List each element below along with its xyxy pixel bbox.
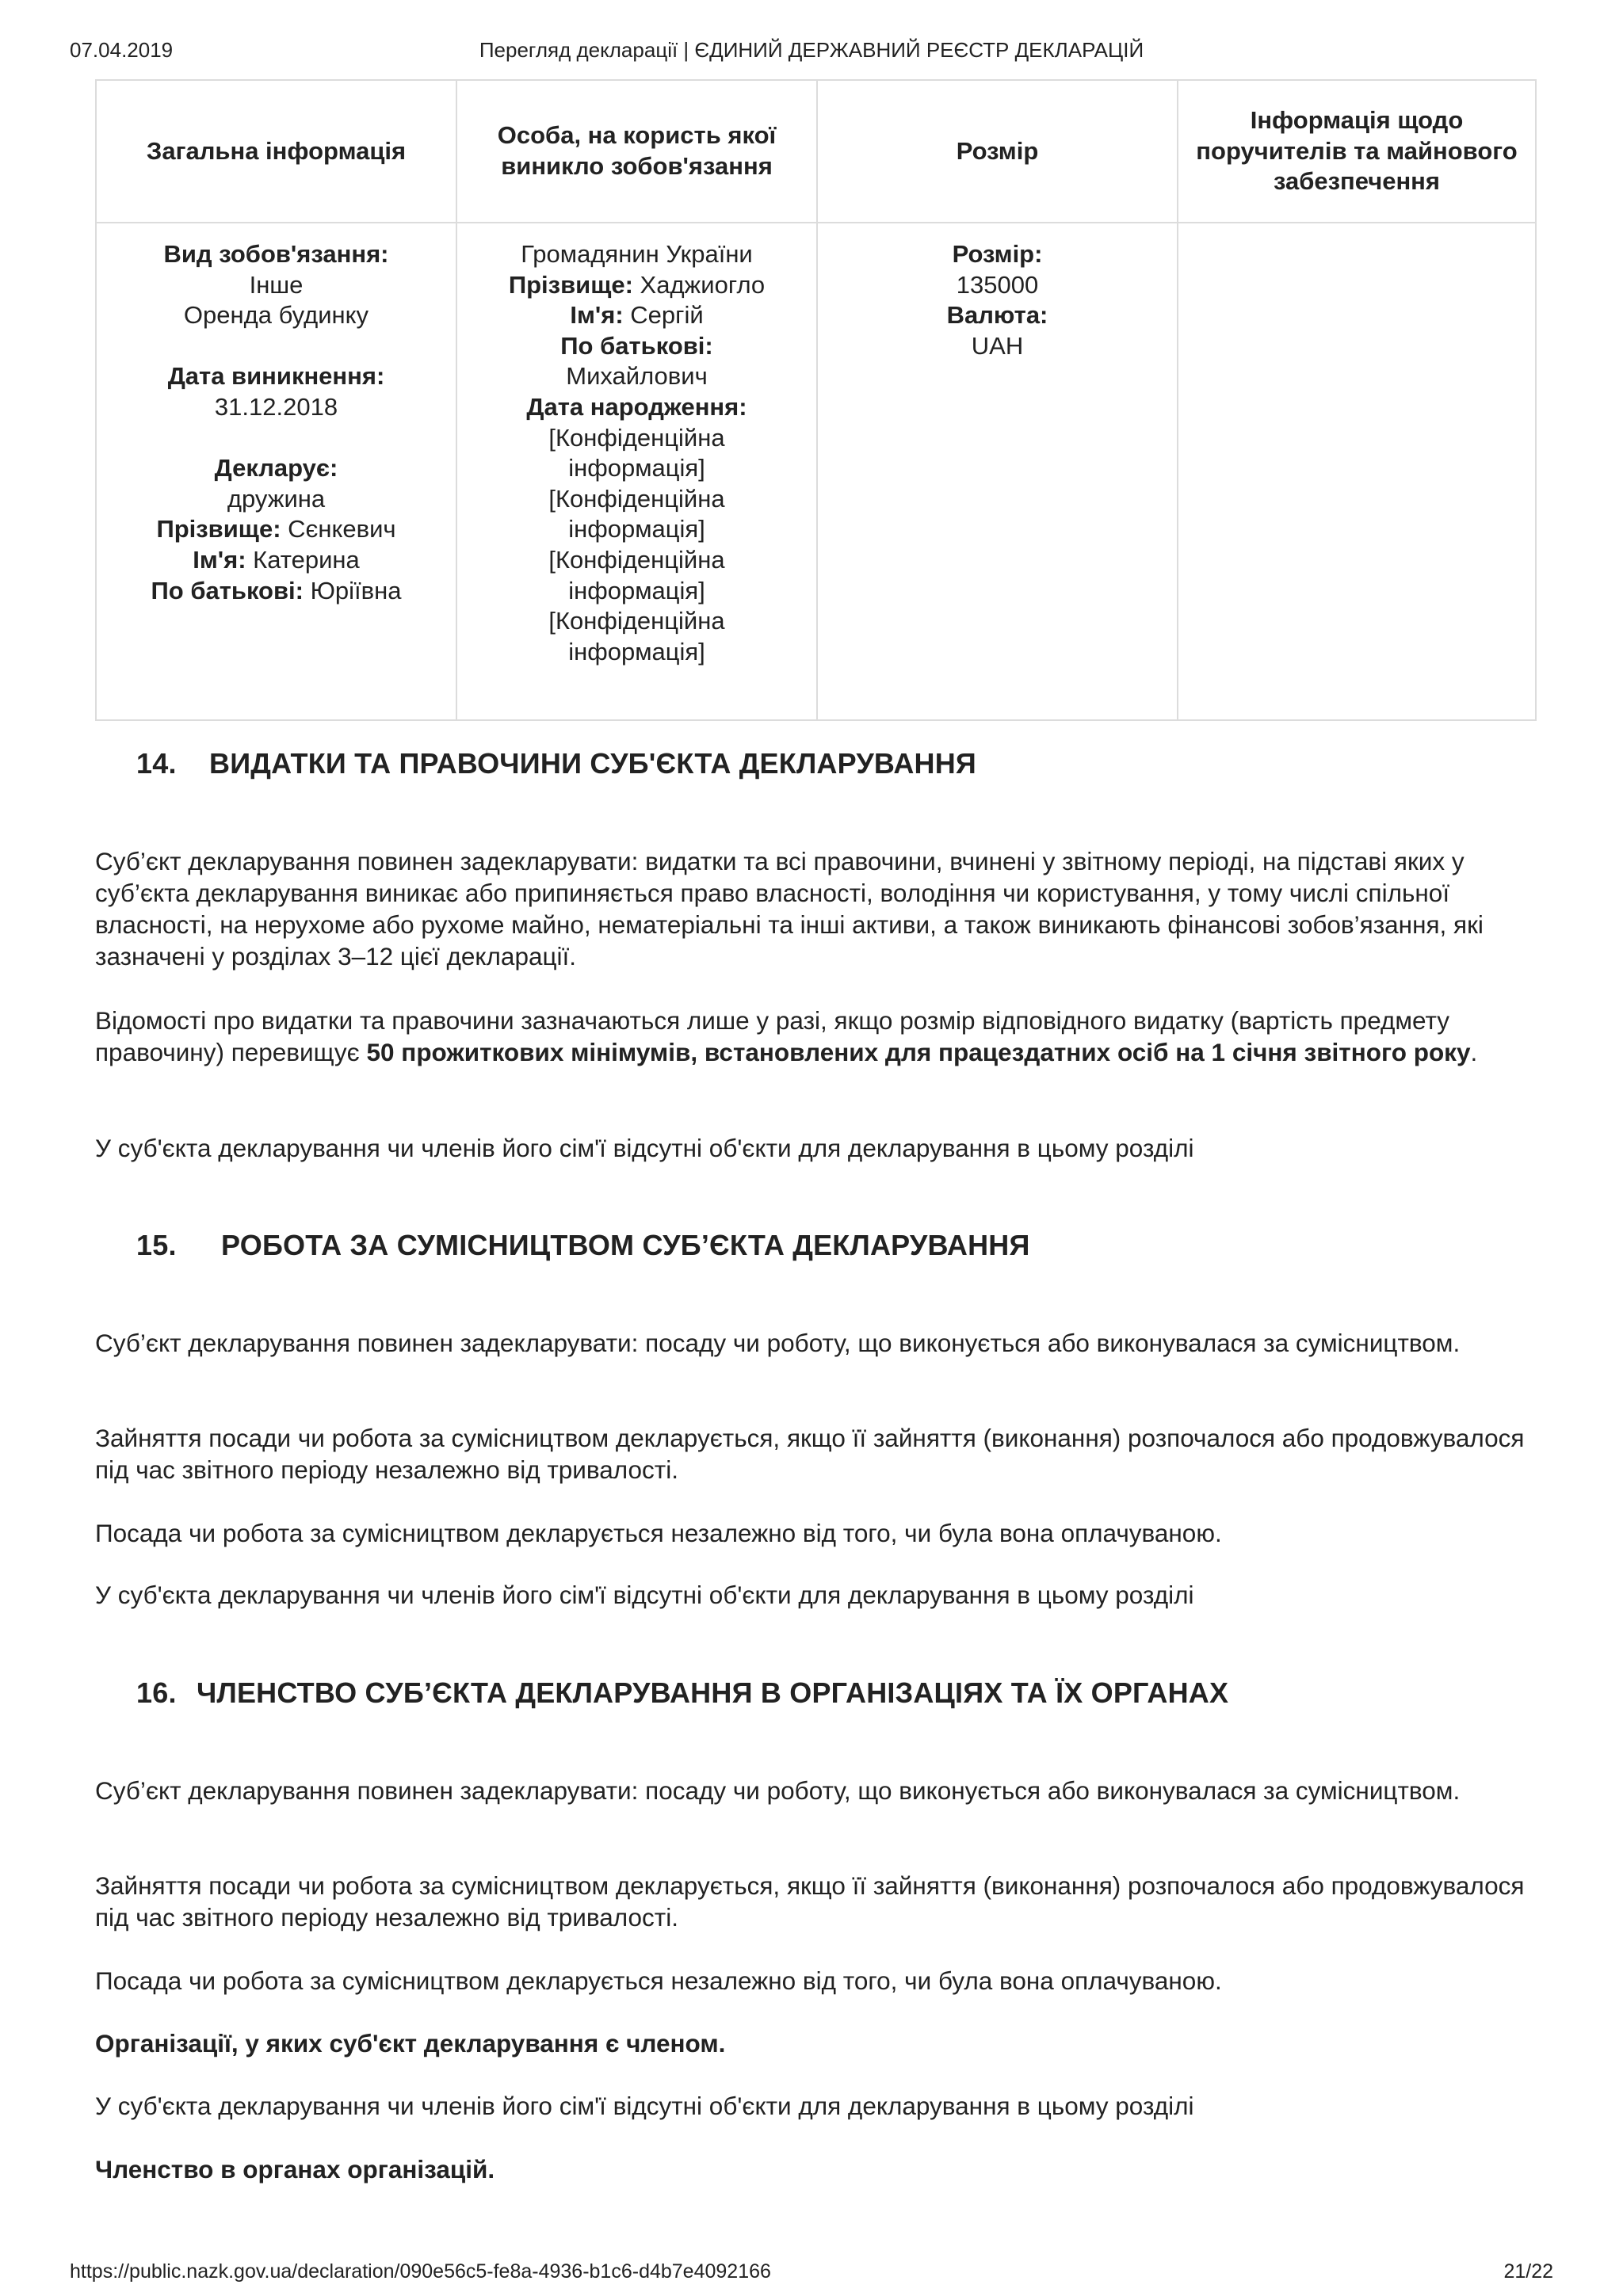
confidential-line: інформація] <box>568 454 705 482</box>
type-value: Інше <box>249 270 304 299</box>
size-value: 135000 <box>956 270 1039 299</box>
confidential-line: інформація] <box>568 515 705 543</box>
confidential-line: [Конфіденційна <box>548 423 725 452</box>
column-header-size: Розмір <box>817 80 1178 223</box>
cell-general <box>96 223 456 720</box>
section-15-para-4: У суб'єкта декларування чи членів його сім'ї відсутні об'єкти для декларування в цьому розділі <box>95 1581 1194 1609</box>
currency-label: Валюта: <box>946 301 1048 330</box>
section-14-number: 14. <box>136 747 177 780</box>
type-detail: Оренда будинку <box>183 301 369 330</box>
cell-creditor <box>456 223 817 720</box>
creditor-name-label: Ім'я: <box>570 301 624 330</box>
surname-value: Сєнкевич <box>288 515 396 543</box>
section-15-para-3: Посада чи робота за сумісництвом декларується незалежно від того, чи була вона оплачуваною. <box>95 1519 1222 1547</box>
size-label: Розмір: <box>952 240 1043 268</box>
creditor-surname <box>468 270 805 301</box>
name-value: Катерина <box>253 545 360 574</box>
section-16-para-2: Зайняття посади чи робота за сумісництвом декларується, якщо її зайняття (виконання) розпочалося або продовжувалося під час звітного періоду незалежно від тривалості. <box>95 1871 1525 1932</box>
patronymic-label: По батькові: <box>151 576 304 605</box>
confidential-line: [Конфіденційна <box>548 484 725 513</box>
creditor-citizenship: Громадянин України <box>521 240 753 268</box>
section-14-title <box>136 747 976 780</box>
column-header-guarantors: Інформація щодо поручителів та майнового забезпечення <box>1178 80 1536 223</box>
section-16-title <box>136 1676 1228 1710</box>
column-header-creditor: Особа, на користь якої виникло зобов'язання <box>456 80 817 223</box>
section-14-para-1: Суб’єкт декларування повинен задекларувати: видатки та всі правочини, вчинені у звітному періоді, на підставі яких у суб’єкта декларування виникає або припиняється право власності, володіння чи користування, у тому числі спільної власності, на нерухоме або рухоме майно, нематеріальні та інші активи, а також виникають фінансові зобов’язання, які зазначені у розділах 3–12 цієї декларації. <box>95 847 1484 971</box>
table-row <box>96 223 1536 720</box>
confidential-line: [Конфіденційна <box>548 607 725 635</box>
section-15-heading: РОБОТА ЗА СУМІСНИЦТВОМ СУБ’ЄКТА ДЕКЛАРУВАННЯ <box>221 1229 1030 1261</box>
section-14-threshold: 50 прожиткових мінімумів, встановлених для працездатних осіб на 1 січня звітного року <box>366 1038 1471 1066</box>
section-15-para-2: Зайняття посади чи робота за сумісництвом декларується, якщо її зайняття (виконання) розпочалося або продовжувалося під час звітного періоду незалежно від тривалості. <box>95 1424 1525 1484</box>
declarant-surname <box>108 514 445 545</box>
page-number: 21/22 <box>1503 2260 1553 2283</box>
declares-label: Декларує: <box>214 454 338 482</box>
liabilities-table <box>95 79 1537 721</box>
section-14-para-3: У суб'єкта декларування чи членів його сім'ї відсутні об'єкти для декларування в цьому розділі <box>95 1134 1194 1162</box>
section-16-para-4: У суб'єкта декларування чи членів його сім'ї відсутні об'єкти для декларування в цьому розділі <box>95 2092 1194 2120</box>
confidential-line: [Конфіденційна <box>548 545 725 574</box>
cell-size <box>817 223 1178 720</box>
section-16-para-1: Суб’єкт декларування повинен задекларувати: посаду чи роботу, що виконується або виконувалася за сумісництвом. <box>95 1776 1461 1805</box>
creditor-surname-label: Прізвище: <box>508 270 633 299</box>
section-14-heading: ВИДАТКИ ТА ПРАВОЧИНИ СУБ'ЄКТА ДЕКЛАРУВАННЯ <box>209 747 977 780</box>
date-value: 31.12.2018 <box>214 392 338 421</box>
surname-label: Прізвище: <box>156 515 281 543</box>
section-15-number: 15. <box>136 1229 177 1261</box>
print-date: 07.04.2019 <box>70 38 174 62</box>
section-16-orgs-heading: Організації, у яких суб'єкт декларування є членом. <box>95 2029 726 2058</box>
currency-value: UAH <box>971 331 1024 360</box>
confidential-line: інформація] <box>568 637 705 666</box>
declares-value: дружина <box>227 484 326 513</box>
creditor-surname-value: Хаджиогло <box>640 270 766 299</box>
print-page-title: Перегляд декларації | ЄДИНИЙ ДЕРЖАВНИЙ РЕЄСТР ДЕКЛАРАЦІЙ <box>479 38 1144 62</box>
declarant-name <box>108 545 445 576</box>
cell-guarantors <box>1178 223 1536 720</box>
name-label: Ім'я: <box>193 545 246 574</box>
section-15-title <box>136 1229 1030 1262</box>
section-14-para-2: Відомості про видатки та правочини зазначаються лише у разі, якщо розмір відповідного видатку (вартість предмету правочину) перевищує 50 прожиткових мінімумів, встановлених для працездатних осіб на 1 січня звітного року. <box>95 1006 1478 1066</box>
creditor-patronymic-label: По батькові: <box>560 331 713 360</box>
type-label: Вид зобов'язання: <box>163 240 389 268</box>
section-16-bodies-heading: Членство в органах організацій. <box>95 2155 495 2183</box>
patronymic-value: Юріївна <box>310 576 402 605</box>
page-url: https://public.nazk.gov.ua/declaration/090e56c5-fe8a-4936-b1c6-d4b7e4092166 <box>70 2260 771 2283</box>
section-16-para-3: Посада чи робота за сумісництвом декларується незалежно від того, чи була вона оплачуваною. <box>95 1966 1222 1995</box>
creditor-patronymic-value: Михайлович <box>566 362 708 391</box>
section-16-number: 16. <box>136 1676 177 1709</box>
print-header <box>70 38 1553 67</box>
declarant-patronymic <box>108 576 445 607</box>
creditor-name <box>468 300 805 331</box>
creditor-name-value: Сергій <box>630 301 704 330</box>
confidential-line: інформація] <box>568 576 705 605</box>
section-16-heading: ЧЛЕНСТВО СУБ’ЄКТА ДЕКЛАРУВАННЯ В ОРГАНІЗАЦІЯХ ТА ЇХ ОРГАНАХ <box>197 1676 1229 1709</box>
creditor-birth-label: Дата народження: <box>526 392 747 421</box>
section-15-para-1: Суб’єкт декларування повинен задекларувати: посаду чи роботу, що виконується або виконувалася за сумісництвом. <box>95 1329 1461 1357</box>
column-header-general: Загальна інформація <box>96 80 456 223</box>
table-header-row <box>96 80 1536 223</box>
date-label: Дата виникнення: <box>167 362 385 391</box>
